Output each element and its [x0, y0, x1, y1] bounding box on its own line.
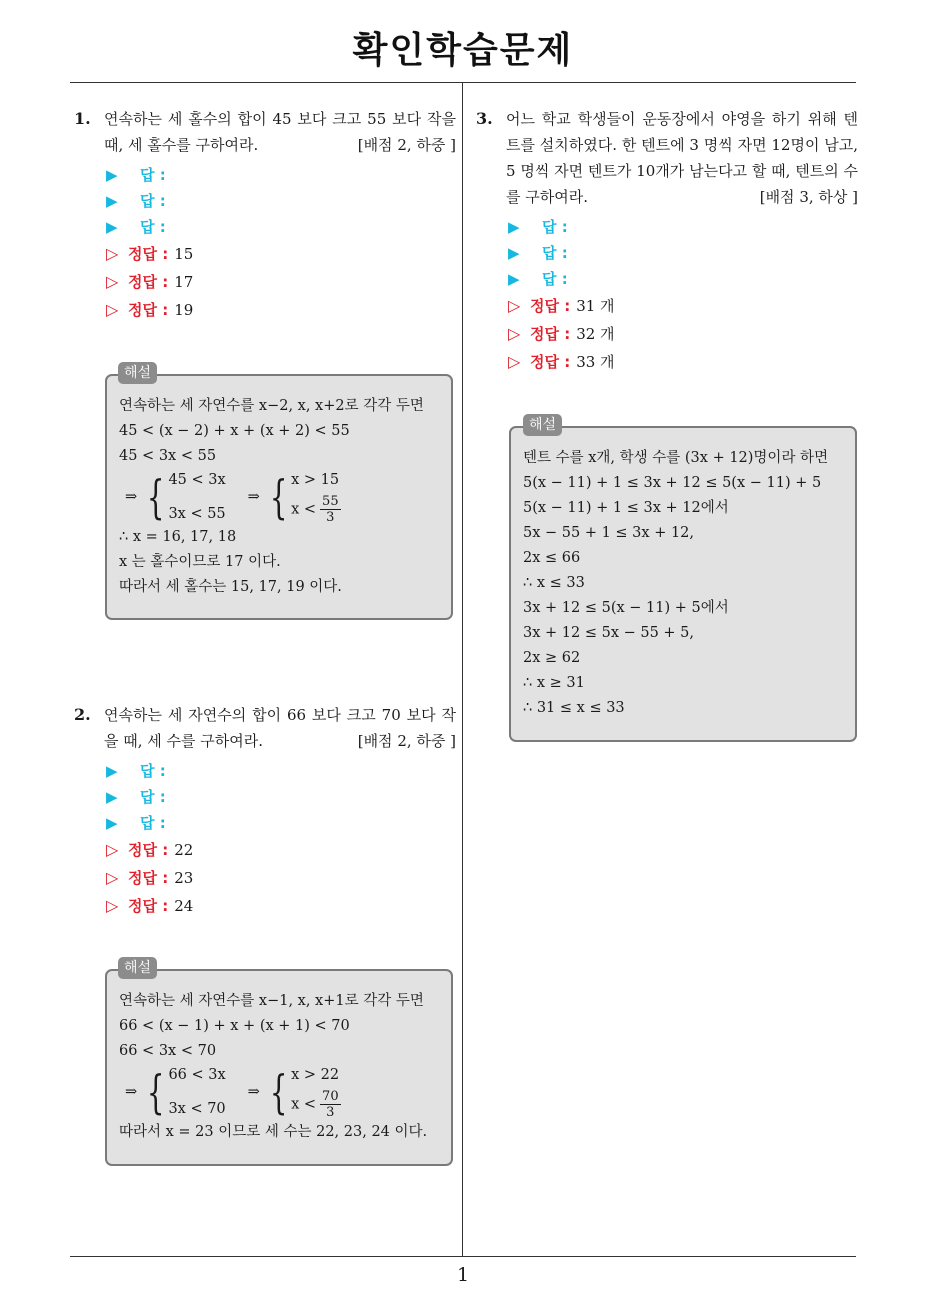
implies-symbol: ⇒ — [247, 489, 260, 505]
system-line: x < $\frac{70}{3}$ — [291, 1089, 339, 1120]
solution-line: 66 < 3x < 70 — [119, 1043, 217, 1059]
answer-blank[interactable] — [106, 162, 456, 188]
solution-line: ∴ x ≤ 33 — [523, 575, 585, 591]
column-divider — [462, 83, 463, 1256]
correct-value: 17 — [174, 273, 194, 291]
correct-value: 19 — [174, 301, 194, 319]
page-number: 1 — [456, 1264, 470, 1286]
answer-area — [106, 758, 456, 920]
solution-line: 2x ≥ 62 — [523, 650, 581, 666]
header-rule — [70, 82, 856, 83]
solution-tag: 해설 — [523, 414, 562, 436]
correct-answer — [106, 240, 456, 268]
triangle-bullet-icon: ▶ — [106, 814, 118, 832]
correct-value: 23 — [174, 869, 194, 887]
inequality-system — [119, 1064, 439, 1120]
solution-line: 45 < (x − 2) + x + (x + 2) < 55 — [119, 423, 350, 439]
solution-tag: 해설 — [118, 957, 157, 979]
outline-triangle-icon: ▷ — [106, 896, 119, 915]
correct-label: 정답 : — [128, 869, 169, 887]
correct-label: 정답 : — [128, 245, 169, 263]
answer-label: 답 : — [542, 244, 568, 262]
score-label: [배점 2, 하중 ] — [357, 732, 456, 750]
system-line: 3x < 55 — [168, 506, 226, 522]
outline-triangle-icon: ▷ — [106, 868, 119, 887]
problem-text: 어느 학교 학생들이 운동장에서 야영을 하기 위해 텐트를 설치하였다. 한 텐트에 3 명씩 자면 12명이 남고, 5 명씩 자면 텐트가 10개가 남는다고 할 때, 텐트의 수를 구하여라. — [506, 110, 858, 206]
answer-label: 답 : — [542, 218, 568, 236]
outline-triangle-icon: ▷ — [106, 300, 119, 319]
answer-label: 답 : — [140, 166, 166, 184]
solution-line: 2x ≤ 66 — [523, 550, 581, 566]
inequality-system — [119, 469, 439, 525]
fraction: $\frac{55}{3}$ — [322, 494, 339, 525]
correct-answer — [106, 864, 456, 892]
triangle-bullet-icon: ▶ — [106, 788, 118, 806]
correct-value: 32 개 — [576, 325, 615, 343]
system-line: 66 < 3x — [168, 1067, 226, 1083]
correct-label: 정답 : — [128, 273, 169, 291]
problem-2 — [70, 702, 456, 920]
solution-line: 45 < 3x < 55 — [119, 448, 217, 464]
system-line: x < $\frac{55}{3}$ — [291, 494, 339, 525]
problem-number: 3. — [476, 109, 493, 128]
correct-answer — [508, 292, 858, 320]
answer-area — [106, 162, 456, 324]
solution-line: ∴ 31 ≤ x ≤ 33 — [523, 700, 625, 716]
problem-text: 연속하는 세 자연수의 합이 66 보다 크고 70 보다 작을 때, 세 수를 구하여라. — [104, 706, 456, 750]
solution-box-3 — [509, 426, 857, 742]
correct-value: 15 — [174, 245, 194, 263]
solution-line: ∴ x ≥ 31 — [523, 675, 585, 691]
solution-box-2 — [105, 969, 453, 1166]
system-line: x > 15 — [291, 472, 340, 488]
solution-tag: 해설 — [118, 362, 157, 384]
system-line: x > 22 — [291, 1067, 340, 1083]
correct-value: 33 개 — [576, 353, 615, 371]
correct-answer — [106, 268, 456, 296]
fraction: $\frac{70}{3}$ — [322, 1089, 339, 1120]
system-line: 45 < 3x — [168, 472, 226, 488]
correct-answer — [508, 320, 858, 348]
answer-blank[interactable] — [106, 784, 456, 810]
answer-blank[interactable] — [106, 758, 456, 784]
solution-line: 5(x − 11) + 1 ≤ 3x + 12에서 — [523, 500, 729, 516]
answer-blank[interactable] — [508, 214, 858, 240]
answer-blank[interactable] — [508, 240, 858, 266]
answer-blank[interactable] — [106, 188, 456, 214]
solution-line: 3x + 12 ≤ 5(x − 11) + 5에서 — [523, 600, 729, 616]
problem-text: 연속하는 세 홀수의 합이 45 보다 크고 55 보다 작을 때, 세 홀수를 구하여라. — [104, 110, 456, 154]
left-brace-icon: { — [269, 470, 288, 524]
triangle-bullet-icon: ▶ — [106, 762, 118, 780]
solution-line: ∴ x = 16, 17, 18 — [119, 529, 237, 545]
solution-line: 5(x − 11) + 1 ≤ 3x + 12 ≤ 5(x − 11) + 5 — [523, 475, 822, 491]
correct-answer — [508, 348, 858, 376]
solution-line: 따라서 세 홀수는 15, 17, 19 이다. — [119, 579, 342, 595]
implies-symbol: ⇒ — [247, 1084, 260, 1100]
left-brace-icon: { — [147, 470, 165, 524]
correct-label: 정답 : — [128, 301, 169, 319]
outline-triangle-icon: ▷ — [106, 272, 119, 291]
page-title: 확인학습문제 — [352, 30, 574, 71]
triangle-bullet-icon: ▶ — [508, 218, 520, 236]
solution-line: 66 < (x − 1) + x + (x + 1) < 70 — [119, 1018, 350, 1034]
problem-number: 1. — [74, 109, 91, 128]
answer-label: 답 : — [140, 218, 166, 236]
correct-answer — [106, 892, 456, 920]
correct-answer — [106, 296, 456, 324]
answer-label: 답 : — [140, 788, 166, 806]
outline-triangle-icon: ▷ — [508, 324, 521, 343]
system-line: 3x < 70 — [168, 1101, 226, 1117]
triangle-bullet-icon: ▶ — [106, 166, 118, 184]
correct-label: 정답 : — [530, 325, 571, 343]
correct-value: 22 — [174, 841, 194, 859]
outline-triangle-icon: ▷ — [106, 840, 119, 859]
triangle-bullet-icon: ▶ — [106, 218, 118, 236]
answer-blank[interactable] — [508, 266, 858, 292]
solution-line: 따라서 x = 23 이므로 세 수는 22, 23, 24 이다. — [119, 1124, 428, 1140]
solution-line: 연속하는 세 자연수를 x−2, x, x+2로 각각 두면 — [119, 398, 424, 414]
solution-line: 연속하는 세 자연수를 x−1, x, x+1로 각각 두면 — [119, 993, 424, 1009]
correct-answer — [106, 836, 456, 864]
solution-box-1 — [105, 374, 453, 620]
answer-label: 답 : — [140, 192, 166, 210]
answer-blank[interactable] — [106, 810, 456, 836]
implies-symbol: ⇒ — [125, 489, 138, 505]
answer-label: 답 : — [140, 762, 166, 780]
outline-triangle-icon: ▷ — [508, 352, 521, 371]
implies-symbol: ⇒ — [125, 1084, 138, 1100]
solution-line: 3x + 12 ≤ 5x − 55 + 5, — [523, 625, 695, 641]
score-label: [배점 3, 하상 ] — [759, 188, 858, 206]
correct-label: 정답 : — [530, 353, 571, 371]
answer-area — [508, 214, 858, 376]
triangle-bullet-icon: ▶ — [508, 244, 520, 262]
outline-triangle-icon: ▷ — [508, 296, 521, 315]
correct-label: 정답 : — [128, 841, 169, 859]
solution-line: 텐트 수를 x개, 학생 수를 (3x + 12)명이라 하면 — [523, 450, 829, 466]
left-brace-icon: { — [269, 1065, 288, 1119]
answer-blank[interactable] — [106, 214, 456, 240]
triangle-bullet-icon: ▶ — [106, 192, 118, 210]
answer-label: 답 : — [140, 814, 166, 832]
correct-value: 31 개 — [576, 297, 615, 315]
correct-label: 정답 : — [128, 897, 169, 915]
solution-line: 5x − 55 + 1 ≤ 3x + 12, — [523, 525, 695, 541]
outline-triangle-icon: ▷ — [106, 244, 119, 263]
correct-label: 정답 : — [530, 297, 571, 315]
left-brace-icon: { — [147, 1065, 165, 1119]
footer-rule — [70, 1256, 856, 1257]
problem-number: 2. — [74, 705, 91, 724]
triangle-bullet-icon: ▶ — [508, 270, 520, 288]
problem-3 — [472, 106, 858, 376]
correct-value: 24 — [174, 897, 194, 915]
solution-line: x 는 홀수이므로 17 이다. — [119, 554, 281, 570]
score-label: [배점 2, 하중 ] — [357, 136, 456, 154]
answer-label: 답 : — [542, 270, 568, 288]
problem-1 — [70, 106, 456, 324]
